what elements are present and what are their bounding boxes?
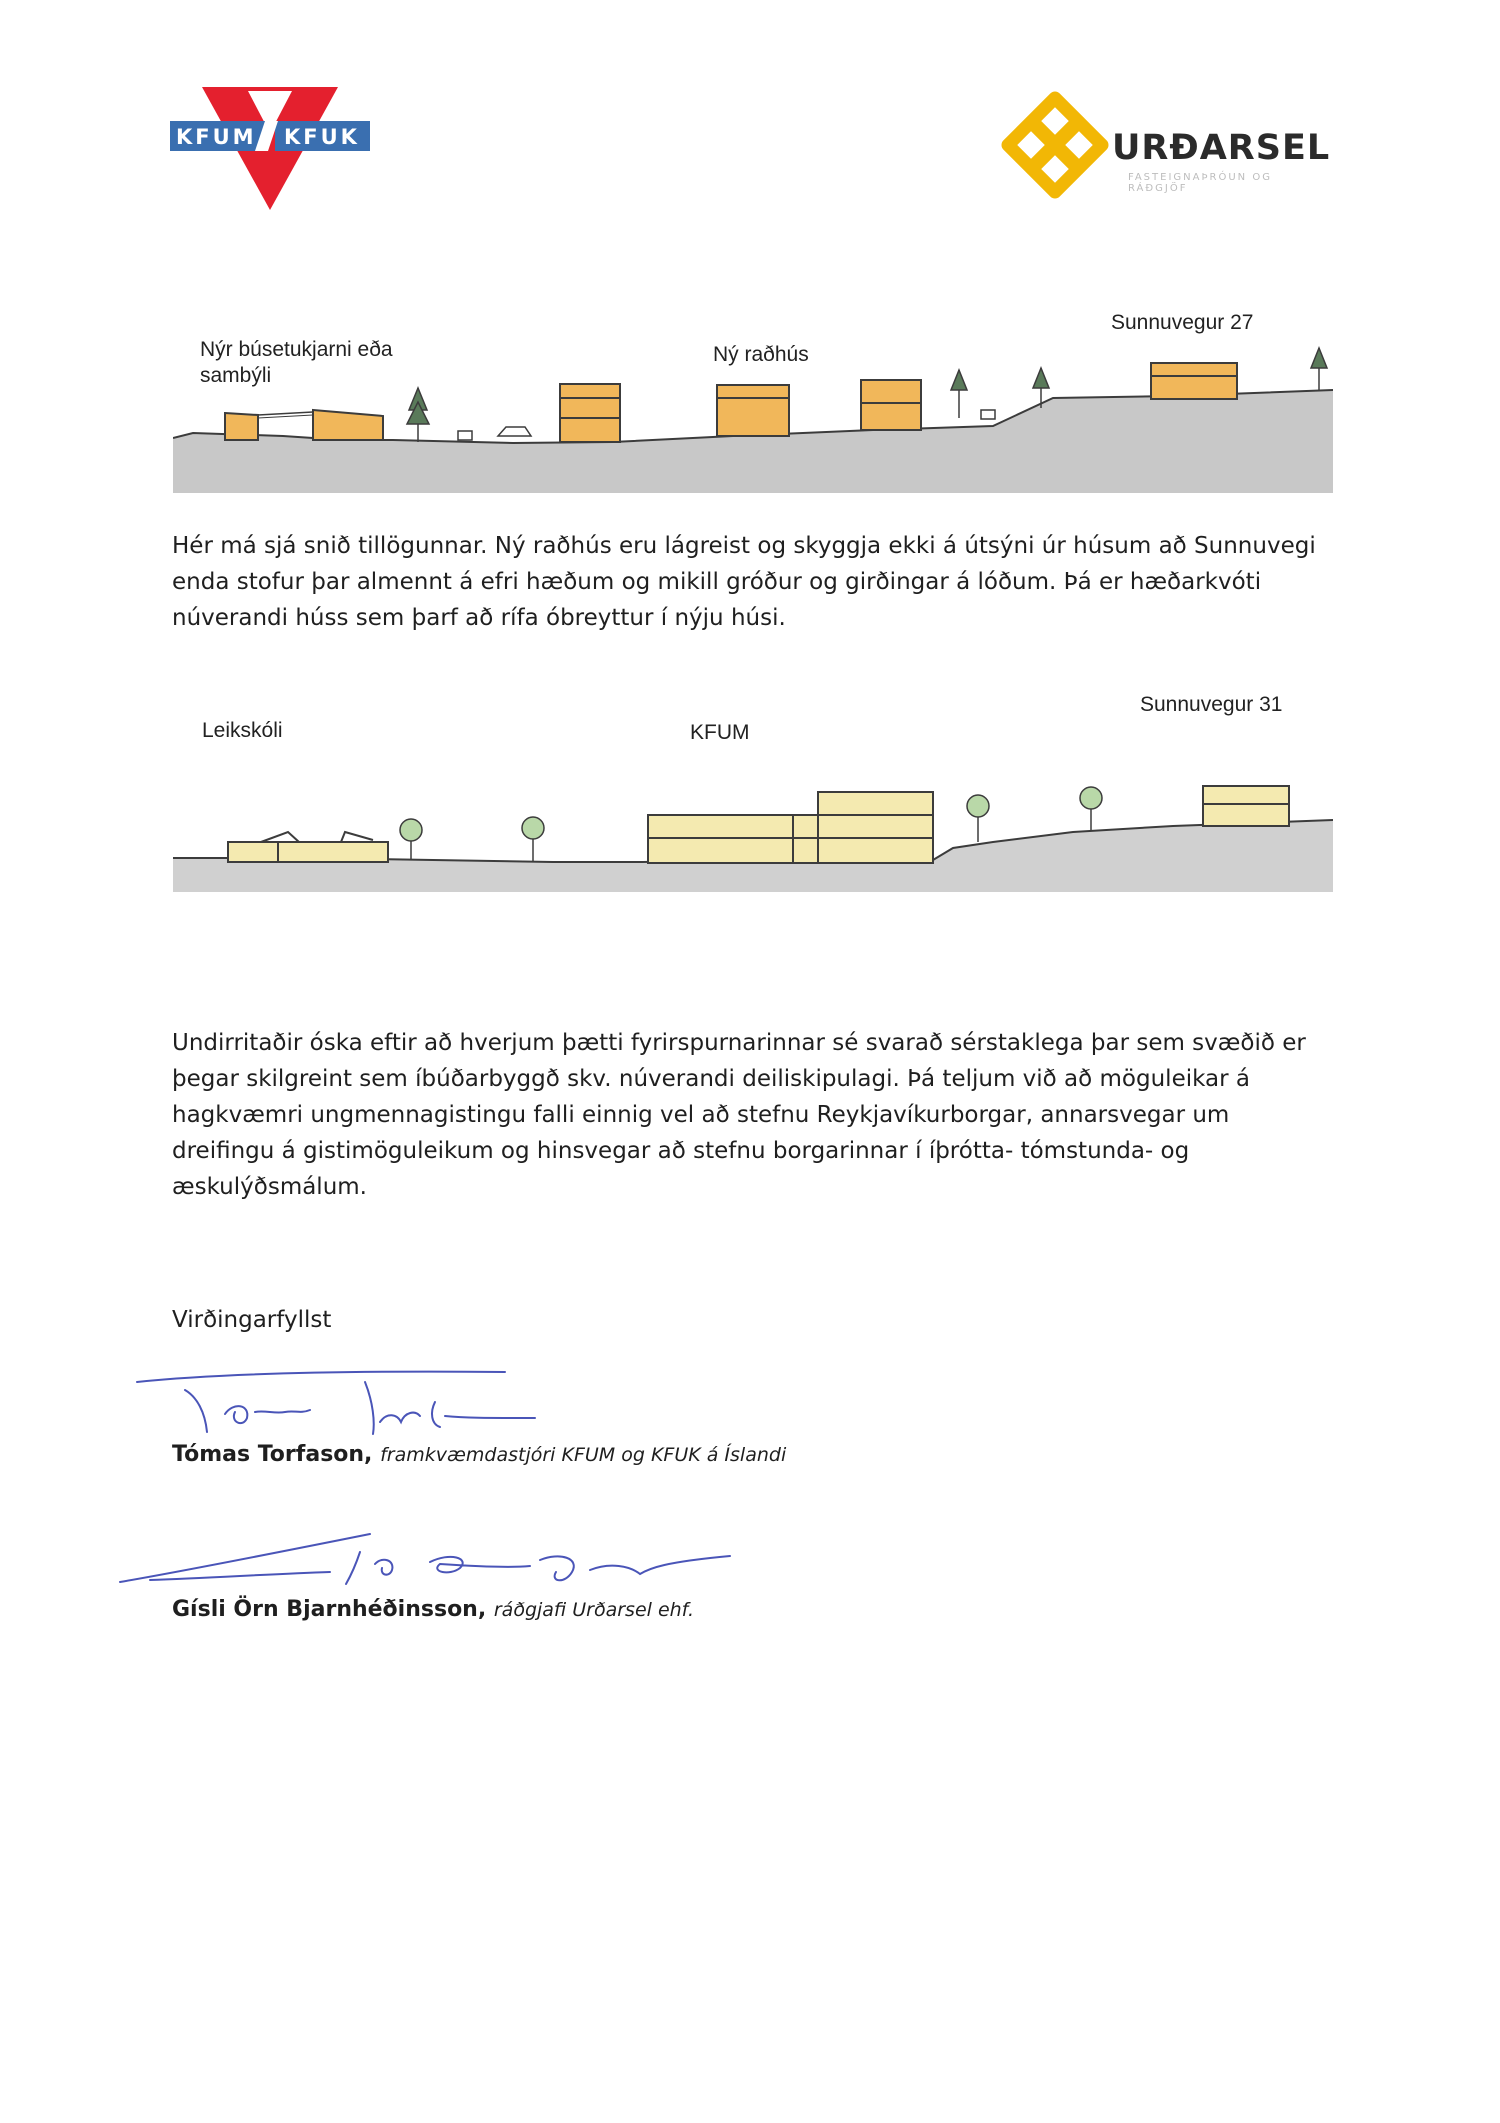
section-drawing-1 xyxy=(173,318,1333,498)
section-drawing-2 xyxy=(173,770,1333,900)
signature-gisli xyxy=(110,1522,760,1602)
signatory-1-name: Tómas Torfason, xyxy=(172,1442,373,1467)
kfum-text: KFUM xyxy=(176,125,257,149)
signatory-1-role: framkvæmdastjóri KFUM og KFUK á Íslandi xyxy=(380,1444,787,1466)
kfum-triangle-icon xyxy=(160,85,380,215)
signatory-2 xyxy=(172,1597,694,1622)
signatory-2-role: ráðgjafi Urðarsel ehf. xyxy=(493,1599,695,1621)
signature-tomas xyxy=(135,1352,555,1442)
label-sunnuvegur-31: Sunnuvegur 31 xyxy=(1140,693,1283,716)
signatory-1 xyxy=(172,1442,786,1467)
urdarsel-name: URÐARSEL xyxy=(1112,128,1331,168)
car-icon xyxy=(498,427,531,436)
label-new-housing-unit: Nýr búsetukjarni eða sambýli xyxy=(200,338,393,387)
urdarsel-logo xyxy=(1000,90,1330,200)
fence-icon xyxy=(981,410,995,419)
building-kindergarten xyxy=(228,832,388,862)
signatory-2-name: Gísli Örn Bjarnhéðinsson, xyxy=(172,1597,487,1622)
label-kfum: KFUM xyxy=(690,721,750,744)
kfum-kfuk-logo xyxy=(160,85,380,215)
closing-salutation: Virðingarfyllst xyxy=(172,1307,332,1333)
fence-icon xyxy=(458,431,472,440)
building-sunnuvegur-27 xyxy=(1151,363,1237,399)
urdarsel-knot-icon xyxy=(1000,90,1110,200)
paragraph-request: Undirritaðir óska eftir að hverjum þætti fyrirspurnarinnar sé svarað sérstaklega þar sem svæðið er þegar skilgreint sem íbúðarbyggð skv. núverandi deiliskipulagi. Þá teljum við að möguleikar á hagkvæmri ungmennagistingu falli einnig vel að stefnu Reykjavíkurborgar, annarsvegar um dreifingu á gistimöguleikum og hinsvegar að stefnu borgarinnar í íþrótta- tómstunda- og æskulýðsmálum. xyxy=(172,1030,1306,1200)
paragraph-description: Hér má sjá snið tillögunnar. Ný raðhús eru lágreist og skyggja ekki á útsýni úr húsum að Sunnuvegi enda stofur þar almennt á efri hæðum og mikill gróður og girðingar á lóðum. Þá er hæðarkvóti núverandi húss sem þarf að rífa óbreyttur í nýju húsi. xyxy=(172,533,1316,631)
urdarsel-tagline: FASTEIGNAÞRÓUN OG RÁÐGJÖF xyxy=(1128,172,1272,194)
tree-icon xyxy=(407,388,429,442)
building-sunnuvegur-31 xyxy=(1203,786,1289,826)
kfuk-text: KFUK xyxy=(284,125,360,149)
label-sunnuvegur-27: Sunnuvegur 27 xyxy=(1111,311,1254,334)
label-new-townhouses: Ný raðhús xyxy=(713,343,809,366)
building-housing-unit xyxy=(225,410,383,440)
label-kindergarten: Leikskóli xyxy=(202,719,283,742)
building-kfum xyxy=(648,792,933,863)
